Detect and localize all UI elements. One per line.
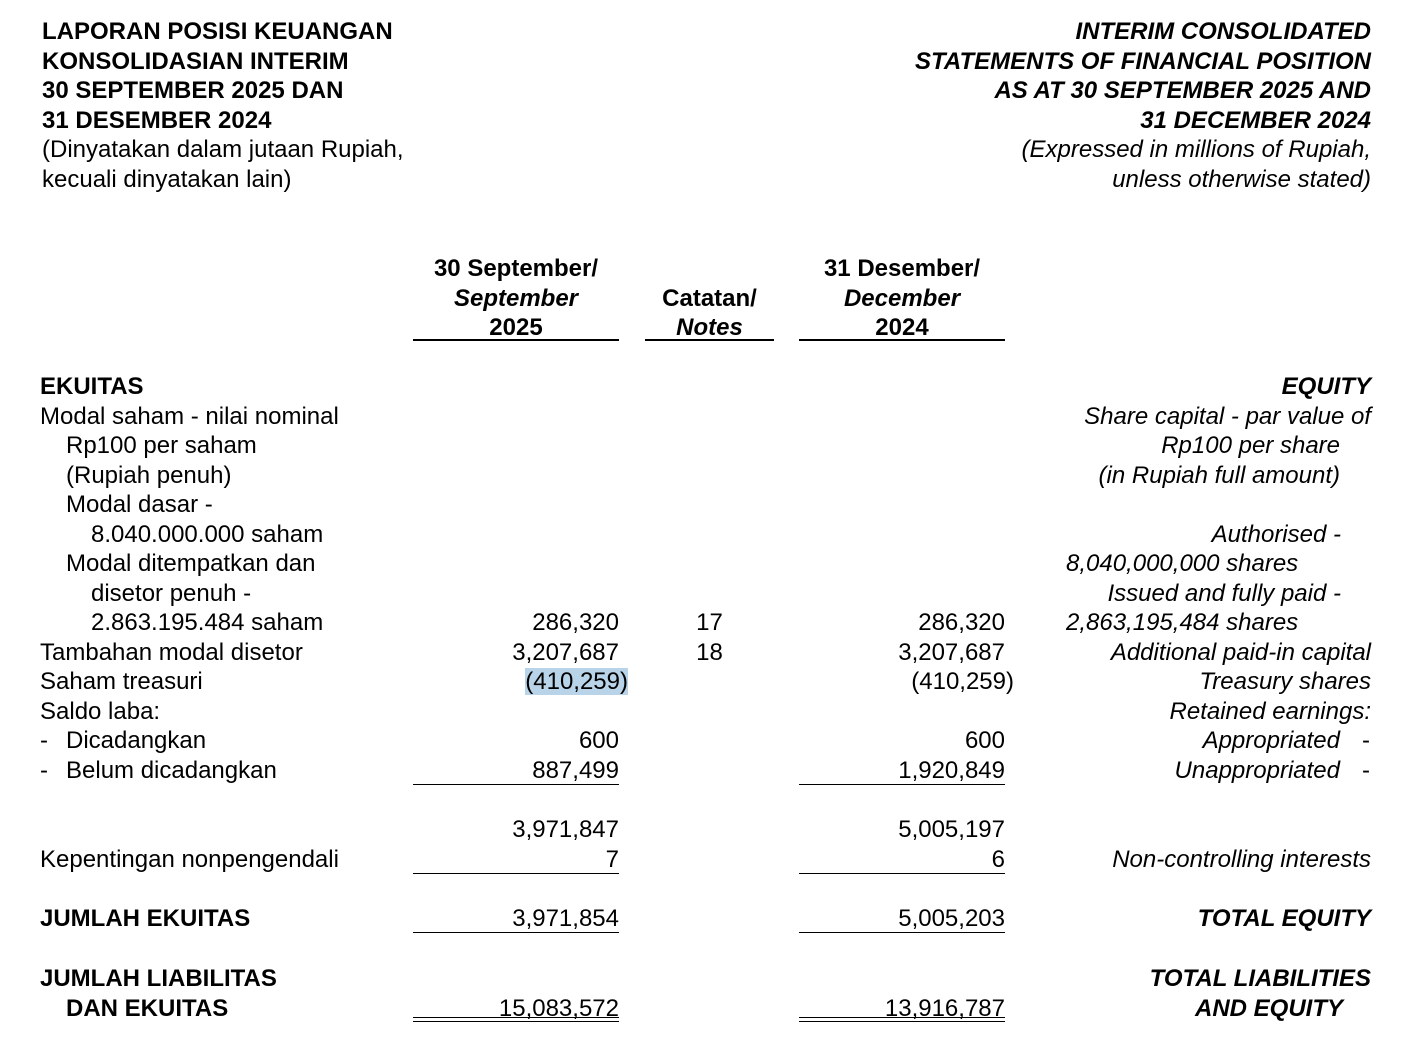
modal-ditempatkan-id-line2: disetor penuh - xyxy=(91,579,252,607)
apic-2024-value: 3,207,687 xyxy=(898,638,1005,666)
share-capital-en-line1: Share capital - par value of xyxy=(1084,402,1371,430)
title-en-line3: AS AT 30 SEPTEMBER 2025 AND xyxy=(994,77,1371,104)
title-id-line3: 30 SEPTEMBER 2025 DAN xyxy=(42,77,344,104)
subtitle-id-line2: kecuali dinyatakan lain) xyxy=(42,165,292,193)
subtitle-en-line2: unless otherwise stated) xyxy=(1112,165,1371,193)
title-en-line4: 31 DECEMBER 2024 xyxy=(1140,106,1371,134)
total-liab-equity-id-line1: JUMLAH LIABILITAS xyxy=(40,965,277,992)
treasury-2025-selection: (410,259) xyxy=(525,668,628,695)
subtotal-2024-value: 5,005,197 xyxy=(898,816,1005,843)
total-liab-equity-en-line2: AND EQUITY xyxy=(1194,994,1343,1022)
col-notes-header-line2: Notes xyxy=(676,314,743,341)
nci-id: Kepentingan nonpengendali xyxy=(40,845,339,873)
apic-id: Tambahan modal disetor xyxy=(40,638,303,666)
modal-saham-id-line1: Modal saham - nilai nominal xyxy=(40,402,339,430)
unappropriated-en-dash: - xyxy=(1362,756,1370,784)
nci-en: Non-controlling interests xyxy=(1112,845,1371,873)
total-liab-equity-id-line2: DAN EKUITAS xyxy=(66,994,229,1022)
issued-en-line2: 2,863,195,484 shares xyxy=(1066,609,1299,636)
nci-rule-2025 xyxy=(413,873,619,874)
grand-total-rule2-2024 xyxy=(799,1021,1005,1022)
modal-dasar-id-line1: Modal dasar - xyxy=(66,491,213,518)
appropriated-2025-value: 600 xyxy=(578,727,619,754)
appropriated-2024-value: 600 xyxy=(964,727,1005,754)
unappropriated-id: Belum dicadangkan xyxy=(66,756,277,784)
title-en-line2: STATEMENTS OF FINANCIAL POSITION xyxy=(915,47,1371,75)
treasury-2024-value: (410,259) xyxy=(911,668,1014,695)
subtotal-rule-2025 xyxy=(413,784,619,785)
total-liab-equity-2025-value: 15,083,572 xyxy=(498,994,619,1022)
nci-2024-value: 6 xyxy=(991,845,1005,873)
grand-total-rule2-2025 xyxy=(413,1021,619,1022)
col-notes-header-rule xyxy=(645,339,774,341)
grand-total-rule1-2025 xyxy=(413,1017,619,1018)
total-liab-equity-2024-value: 13,916,787 xyxy=(884,994,1005,1022)
modal-ditempatkan-id-line1: Modal ditempatkan dan xyxy=(66,550,316,577)
share-capital-en-line2: Rp100 per share xyxy=(1161,432,1340,459)
section-ekuitas: EKUITAS xyxy=(40,373,144,400)
issued-note: 17 xyxy=(696,609,723,636)
col-notes-header-line1: Catatan/ xyxy=(662,284,757,312)
apic-en: Additional paid-in capital xyxy=(1110,638,1371,666)
nci-2025-value: 7 xyxy=(605,845,619,873)
col-2025-header-rule xyxy=(413,339,619,341)
treasury-id: Saham treasuri xyxy=(40,668,203,695)
col-2024-header-line3: 2024 xyxy=(875,314,929,341)
subtotal-2025-value: 3,971,847 xyxy=(512,816,619,843)
unappropriated-dash: - xyxy=(40,756,48,784)
title-id-line4: 31 DESEMBER 2024 xyxy=(42,106,272,134)
issued-2024-value: 286,320 xyxy=(918,609,1005,636)
authorised-en-line1: Authorised - xyxy=(1211,520,1341,548)
modal-dasar-id-line2: 8.040.000.000 saham xyxy=(91,520,324,548)
nci-rule-2024 xyxy=(799,873,1005,874)
unappropriated-en: Unappropriated xyxy=(1174,756,1340,784)
appropriated-en-dash: - xyxy=(1362,727,1370,754)
appropriated-id: Dicadangkan xyxy=(66,727,207,754)
col-2025-header-line2: September xyxy=(453,284,579,312)
share-capital-en-line3: (in Rupiah full amount) xyxy=(1098,461,1340,489)
retained-id: Saldo laba: xyxy=(40,697,161,725)
title-id-line2: KONSOLIDASIAN INTERIM xyxy=(42,47,349,75)
col-2025-header-line3: 2025 xyxy=(489,314,543,341)
unappropriated-2024-value: 1,920,849 xyxy=(898,756,1005,784)
subtotal-rule-2024 xyxy=(799,784,1005,785)
section-equity: EQUITY xyxy=(1281,373,1371,400)
treasury-2025-value[interactable] xyxy=(525,667,628,697)
issued-en-line1: Issued and fully paid - xyxy=(1107,579,1341,607)
unappropriated-2025-value: 887,499 xyxy=(532,756,619,784)
subtitle-id-line1: (Dinyatakan dalam jutaan Rupiah, xyxy=(42,136,404,163)
col-2024-header-rule xyxy=(799,339,1005,341)
retained-en: Retained earnings: xyxy=(1169,697,1371,725)
treasury-en: Treasury shares xyxy=(1199,668,1371,695)
modal-saham-id-line2: Rp100 per saham xyxy=(66,432,257,459)
total-equity-en: TOTAL EQUITY xyxy=(1197,905,1371,932)
modal-ditempatkan-id-line3: 2.863.195.484 saham xyxy=(91,609,324,636)
appropriated-en: Appropriated xyxy=(1202,727,1340,754)
title-en-line1: INTERIM CONSOLIDATED xyxy=(1075,18,1371,45)
apic-note: 18 xyxy=(696,638,723,666)
subtitle-en-line1: (Expressed in millions of Rupiah, xyxy=(1021,136,1371,163)
total-equity-id: JUMLAH EKUITAS xyxy=(40,905,251,932)
issued-2025-value: 286,320 xyxy=(532,609,619,636)
total-liab-equity-en-line1: TOTAL LIABILITIES xyxy=(1149,965,1371,992)
total-equity-rule-2025 xyxy=(413,932,619,933)
apic-2025-value: 3,207,687 xyxy=(512,638,619,666)
grand-total-rule1-2024 xyxy=(799,1017,1005,1018)
total-equity-2025-value: 3,971,854 xyxy=(512,905,619,932)
title-id-line1: LAPORAN POSISI KEUANGAN xyxy=(42,18,393,45)
appropriated-dash: - xyxy=(40,727,48,754)
modal-saham-id-line3: (Rupiah penuh) xyxy=(66,461,232,489)
total-equity-2024-value: 5,005,203 xyxy=(898,905,1005,932)
col-2024-header-line1: 31 Desember/ xyxy=(823,255,981,282)
col-2024-header-line2: December xyxy=(843,284,961,312)
authorised-en-line2: 8,040,000,000 shares xyxy=(1066,550,1299,577)
col-2025-header-line1: 30 September/ xyxy=(433,255,599,282)
total-equity-rule-2024 xyxy=(799,932,1005,933)
